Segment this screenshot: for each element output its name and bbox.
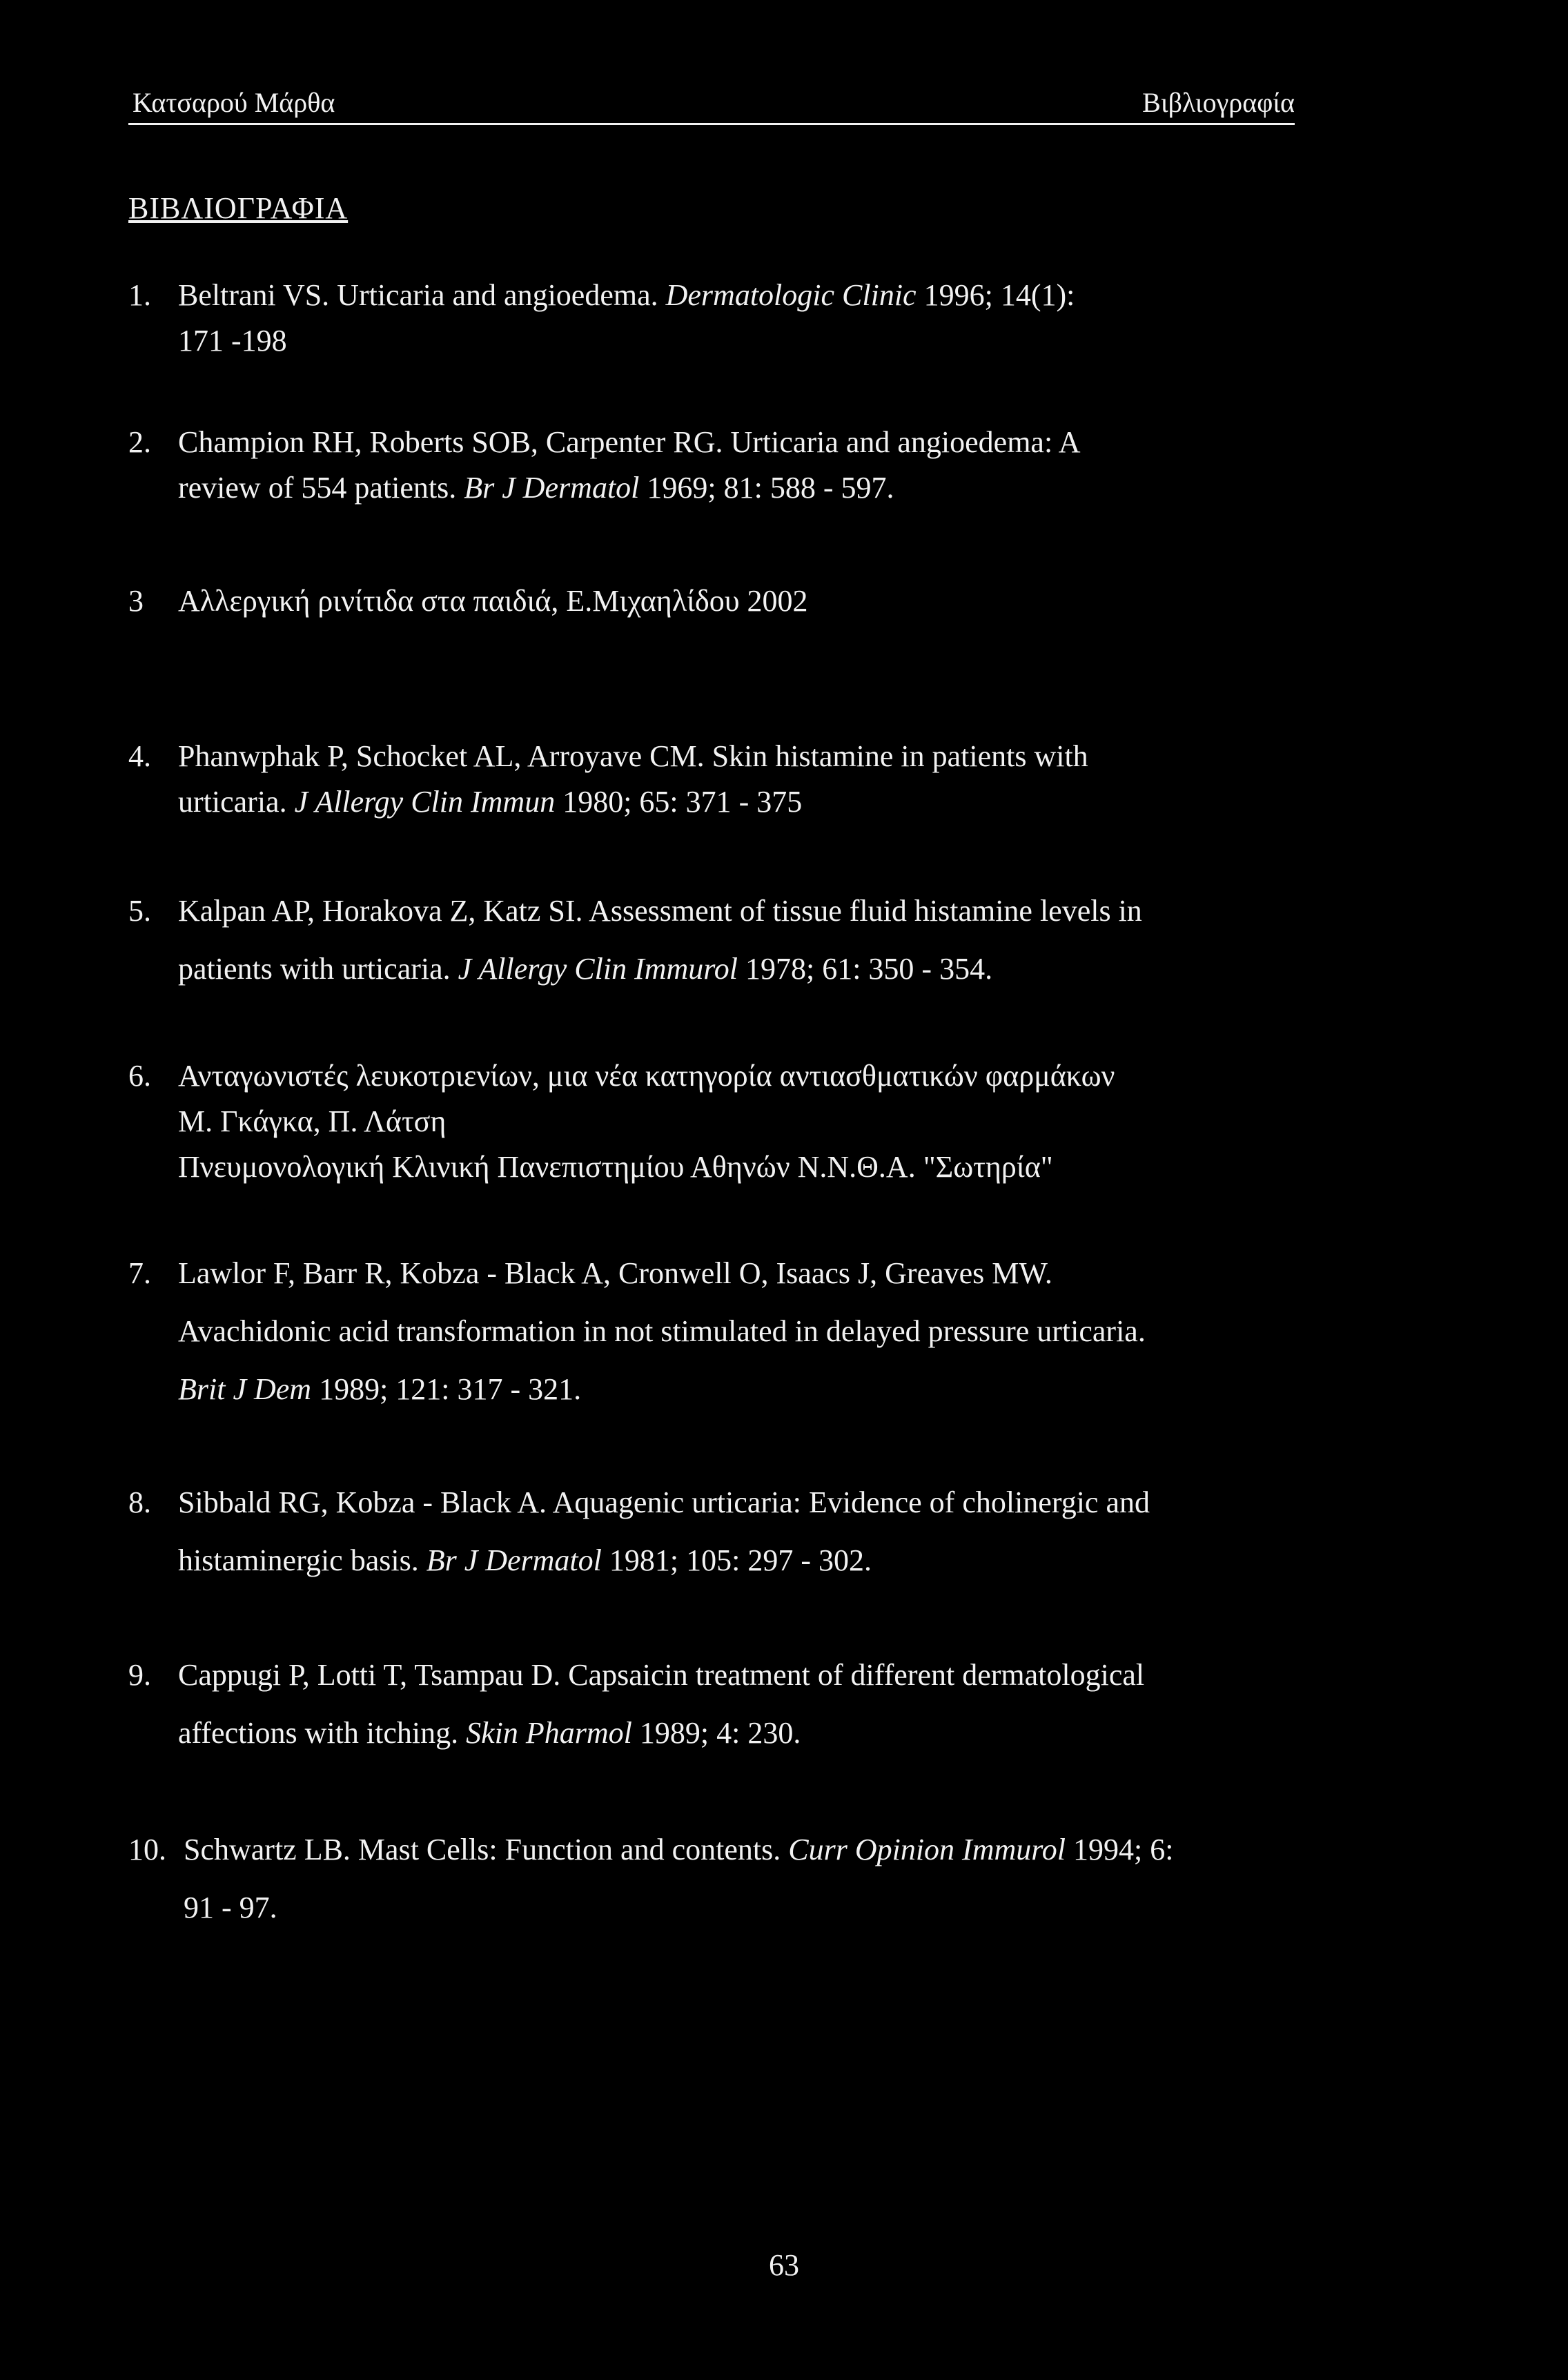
reference-citation: 1969; 81: 588 - 597.	[639, 471, 894, 505]
reference-text: 91 - 97.	[184, 1891, 277, 1924]
reference-text: histaminergic basis.	[178, 1543, 427, 1577]
reference-number: 10.	[128, 1833, 166, 1866]
reference-text: Champion RH, Roberts SOB, Carpenter RG. Urticaria and angioedema: A	[178, 425, 1081, 459]
header-section: Βιβλιογραφία	[1142, 87, 1295, 118]
journal-title: Brit J Dem	[178, 1372, 312, 1406]
reference-citation: 1989; 4: 230.	[631, 1716, 801, 1750]
reference-number: 5.	[128, 894, 151, 928]
reference-number: 6.	[128, 1059, 151, 1093]
reference-number: 4.	[128, 739, 151, 773]
reference-citation: 1980; 65: 371 - 375	[555, 785, 803, 819]
reference-text: Cappugi P, Lotti T, Tsampau D. Capsaicin treatment of different dermatological	[178, 1658, 1145, 1692]
reference-text: Sibbald RG, Kobza - Black A. Aquagenic urticaria: Evidence of cholinergic and	[178, 1485, 1150, 1519]
reference-text: affections with itching.	[178, 1716, 467, 1750]
reference-number: 9.	[128, 1658, 151, 1692]
reference-citation: 1996; 14(1):	[916, 278, 1075, 312]
journal-title: Skin Pharmol	[466, 1716, 632, 1750]
reference-text: urticaria.	[178, 785, 295, 819]
reference-institution: Πνευμονολογική Κλινική Πανεπιστημίου Αθηνών Ν.Ν.Θ.Α. "Σωτηρία"	[178, 1150, 1053, 1184]
reference-text: Schwartz LB. Mast Cells: Function and contents.	[184, 1833, 789, 1866]
reference-number: 7.	[128, 1256, 151, 1290]
reference-citation: 1981; 105: 297 - 302.	[601, 1543, 872, 1577]
reference-text: Avachidonic acid transformation in not stimulated in delayed pressure urticaria.	[178, 1314, 1146, 1348]
reference-number: 3	[128, 584, 144, 618]
reference-citation: 1978; 61: 350 - 354.	[737, 952, 993, 986]
reference-authors: Μ. Γκάγκα, Π. Λάτση	[178, 1104, 447, 1138]
reference-text: Phanwphak P, Schocket AL, Arroyave CM. Skin histamine in patients with	[178, 739, 1088, 773]
header-author: Κατσαρού Μάρθα	[133, 87, 335, 118]
journal-title: Curr Opinion Immurol	[788, 1833, 1066, 1866]
reference-text: Beltrani VS. Urticaria and angioedema.	[178, 278, 666, 312]
reference-citation: 1989; 121: 317 - 321.	[311, 1372, 582, 1406]
journal-title: J Allergy Clin Immurol	[458, 952, 738, 986]
reference-text: Αλλεργική ρινίτιδα στα παιδιά, Ε.Μιχαηλίδου 2002	[178, 584, 808, 618]
running-header	[128, 81, 1295, 125]
reference-number: 8.	[128, 1485, 151, 1519]
reference-text: Lawlor F, Barr R, Kobza - Black A, Cronwell O, Isaacs J, Greaves MW.	[178, 1256, 1052, 1290]
reference-text: Kalpan AP, Horakova Z, Katz SI. Assessment of tissue fluid histamine levels in	[178, 894, 1142, 928]
journal-title: Dermatologic Clinic	[665, 278, 917, 312]
page-number: 63	[769, 2248, 799, 2282]
journal-title: J Allergy Clin Immun	[294, 785, 556, 819]
reference-citation: 1994; 6:	[1065, 1833, 1174, 1866]
reference-number: 1.	[128, 278, 151, 312]
reference-text: review of 554 patients.	[178, 471, 464, 505]
journal-title: Br J Dermatol	[426, 1543, 602, 1577]
reference-number: 2.	[128, 425, 151, 459]
reference-text: 171 -198	[178, 324, 287, 358]
reference-text: Ανταγωνιστές λευκοτριενίων, μια νέα κατηγορία αντιασθματικών φαρμάκων	[178, 1059, 1115, 1093]
journal-title: Br J Dermatol	[464, 471, 640, 505]
section-title: ΒΙΒΛΙΟΓΡΑΦΙΑ	[128, 191, 349, 225]
reference-text: patients with urticaria.	[178, 952, 458, 986]
